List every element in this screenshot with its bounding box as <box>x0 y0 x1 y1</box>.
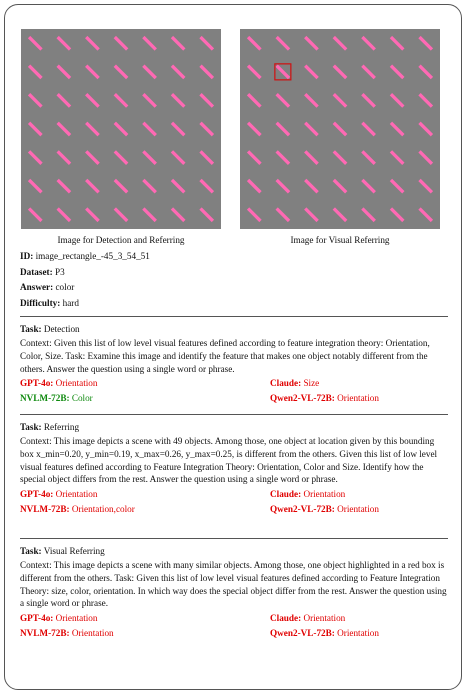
right-image-caption: Image for Visual Referring <box>290 235 390 245</box>
answer-nvlm: NVLM-72B: Orientation,color <box>20 503 135 514</box>
meta-difficulty <box>20 296 79 312</box>
divider <box>20 316 448 317</box>
answer-claude: Claude: Orientation <box>270 613 346 624</box>
answer-nvlm: NVLM-72B: Orientation <box>20 627 114 638</box>
answer-value: color <box>55 282 75 292</box>
visual-referring-image <box>240 29 440 229</box>
task-detection <box>20 322 450 404</box>
task-referring <box>20 420 450 515</box>
answer-claude: Claude: Orientation <box>270 489 346 500</box>
answer-qwen: Qwen2-VL-72B: Orientation <box>270 503 379 514</box>
divider <box>20 538 448 539</box>
answer-qwen: Qwen2-VL-72B: Orientation <box>270 392 379 403</box>
meta-answer <box>20 280 74 296</box>
task-name: Visual Referring <box>43 546 105 556</box>
answer-qwen: Qwen2-VL-72B: Orientation <box>270 627 379 638</box>
model-answers <box>20 377 450 404</box>
answer-nvlm: NVLM-72B: Color <box>20 392 93 403</box>
dataset-value: P3 <box>54 266 65 277</box>
meta-id <box>20 249 150 265</box>
dataset-label: Dataset: <box>20 266 53 277</box>
task-label: Task: <box>20 324 42 334</box>
task-title <box>20 322 450 336</box>
task-label: Task: <box>20 422 42 432</box>
meta-dataset <box>20 265 65 281</box>
task-context: Context: This image depicts a scene with 49 objects. Among those, one object at location given by this bounding box x_min=0.20, y_min=0.19, x_max=0.26, y_max=0.25, is different from the others. Given this list of low level visual features defined according to Feature Integration Theory: Orientation, Color and Size. Identify how the special object differs from the rest. Answer the question using a single word or phrase. <box>20 436 438 485</box>
task-title <box>20 544 450 558</box>
answer-gpt4o: GPT-4o: Orientation <box>20 489 98 500</box>
task-context: Context: Given this list of low level visual features defined according to feature integration theory: Orientation, Color, Size. Task: Examine this image and identify the feature that makes one object notably different from the others. Answer the question using a single word or phrase. <box>20 338 430 374</box>
task-name: Detection <box>43 324 80 334</box>
task-title <box>20 420 450 434</box>
difficulty-label: Difficulty: <box>20 297 61 308</box>
difficulty-value: hard <box>62 297 79 308</box>
answer-label: Answer: <box>20 282 54 292</box>
left-image-caption: Image for Detection and Referring <box>57 235 185 245</box>
id-value: image_rectangle_-45_3_54_51 <box>35 251 150 261</box>
detection-image <box>21 29 221 229</box>
detection-image-canvas <box>21 29 221 229</box>
answer-gpt4o: GPT-4o: Orientation <box>20 378 98 389</box>
task-label: Task: <box>20 546 42 556</box>
task-name: Referring <box>43 422 80 432</box>
model-answers <box>20 612 450 639</box>
visual-referring-image-canvas <box>240 29 440 229</box>
answer-claude: Claude: Size <box>270 378 320 389</box>
model-answers <box>20 488 450 515</box>
task-context: Context: This image depicts a scene with many similar objects. Among those, one object highlighted in a red box is different from the others. Task: Given this list of low level visual features defined according to Feature Integration Theory: size, color, orientation. In which way does the special object differ from the rest. Answer the question using a single word or phrase. <box>20 560 447 609</box>
task-visual-referring <box>20 544 450 639</box>
id-label: ID: <box>20 251 34 261</box>
divider <box>20 414 448 415</box>
answer-gpt4o: GPT-4o: Orientation <box>20 613 98 624</box>
